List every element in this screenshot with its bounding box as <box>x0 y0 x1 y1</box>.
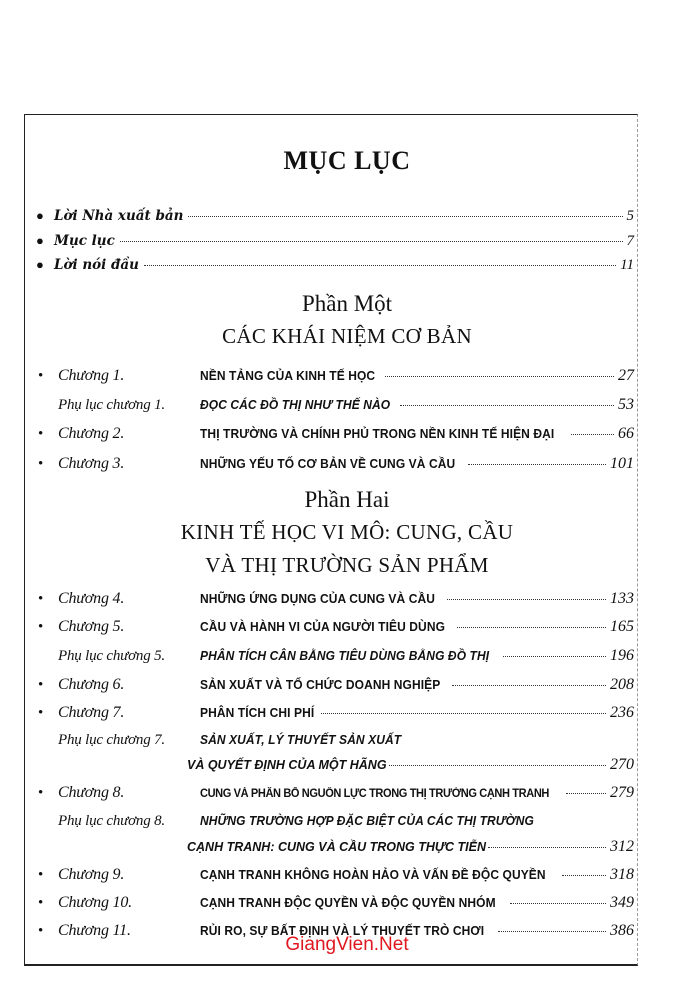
toc-appendix-entry-continued[interactable] <box>187 756 634 774</box>
page-number: 27 <box>618 367 634 384</box>
appendix-title-continued: VÀ QUYẾT ĐỊNH CỦA MỘT HÃNG <box>187 758 387 772</box>
toc-chapter-entry[interactable] <box>38 590 634 608</box>
toc-appendix-entry[interactable] <box>38 647 634 665</box>
page-number: 101 <box>610 455 634 472</box>
part-name-line-1: KINH TẾ HỌC VI MÔ: CUNG, CẦU <box>180 520 514 544</box>
bullet-icon: • <box>38 895 44 911</box>
chapter-title: CẠNH TRANH ĐỘC QUYỀN VÀ ĐỘC QUYỀN NHÓM <box>200 896 496 910</box>
chapter-label: Chương 11. <box>58 922 131 939</box>
chapter-title: CUNG VÀ PHÂN BỔ NGUỒN LỰC TRONG THỊ TRƯỜNG CẠNH TRANH <box>200 788 550 800</box>
toc-appendix-entry[interactable] <box>38 813 634 830</box>
dot-leader <box>385 376 615 377</box>
page-title: MỤC LỤC <box>283 146 411 175</box>
toc-chapter-entry[interactable] <box>38 618 634 636</box>
toc-front-entry[interactable] <box>36 257 634 279</box>
page-number: 5 <box>626 208 634 224</box>
dot-leader <box>457 627 606 628</box>
dot-leader <box>510 903 606 904</box>
chapter-label: Chương 1. <box>58 367 125 384</box>
bullet-icon: ● <box>36 233 44 248</box>
part-number: Phần Hai <box>304 487 390 512</box>
bullet-icon: • <box>38 426 44 442</box>
page-number: 318 <box>610 866 634 883</box>
appendix-title: NHỮNG TRƯỜNG HỢP ĐẶC BIỆT CỦA CÁC THỊ TRƯỜNG <box>200 814 534 828</box>
bullet-icon: • <box>38 867 44 883</box>
toc-appendix-entry-continued[interactable] <box>187 838 634 856</box>
chapter-title: RỦI RO, SỰ BẤT ĐỊNH VÀ LÝ THUYẾT TRÒ CHƠI <box>200 924 485 938</box>
page-number: 349 <box>610 894 634 911</box>
bullet-icon: • <box>38 785 44 801</box>
bullet-icon: • <box>38 456 44 472</box>
bullet-icon: • <box>38 619 44 635</box>
dot-leader <box>452 685 606 686</box>
page-number: 7 <box>626 233 634 249</box>
dot-leader <box>468 464 606 465</box>
bullet-icon: • <box>38 705 44 721</box>
page-number: 196 <box>610 647 634 664</box>
chapter-title: SẢN XUẤT VÀ TỔ CHỨC DOANH NGHIỆP <box>200 678 441 692</box>
chapter-title: CẠNH TRANH KHÔNG HOÀN HẢO VÀ VẤN ĐỀ ĐỘC QUYỀN <box>200 868 546 882</box>
dot-leader <box>571 434 614 435</box>
chapter-label: Chương 5. <box>58 618 125 635</box>
appendix-label: Phụ lục chương 7. <box>58 732 165 748</box>
dot-leader <box>400 405 614 406</box>
dot-leader <box>503 656 606 657</box>
part-name-line-2: VÀ THỊ TRƯỜNG SẢN PHẨM <box>205 553 489 577</box>
dot-leader <box>498 931 606 932</box>
appendix-label: Phụ lục chương 5. <box>58 648 165 664</box>
toc-chapter-entry[interactable] <box>38 784 634 802</box>
part-heading-1 <box>0 287 694 353</box>
appendix-label: Phụ lục chương 1. <box>58 397 165 413</box>
chapter-title: THỊ TRƯỜNG VÀ CHÍNH PHỦ TRONG NỀN KINH TẾ HIỆN ĐẠI <box>200 427 555 441</box>
bullet-icon: • <box>38 591 44 607</box>
toc-chapter-entry[interactable] <box>38 367 634 385</box>
toc-front-entry[interactable] <box>36 233 634 255</box>
appendix-label: Phụ lục chương 8. <box>58 813 165 829</box>
page-number: 11 <box>620 257 634 273</box>
page-number: 165 <box>610 618 634 635</box>
toc-chapter-entry[interactable] <box>38 894 634 912</box>
chapter-label: Chương 8. <box>58 784 125 801</box>
bullet-icon: • <box>38 677 44 693</box>
page-number: 312 <box>610 838 634 855</box>
part-heading-2 <box>0 483 694 582</box>
chapter-title: PHÂN TÍCH CHI PHÍ <box>200 706 315 720</box>
toc-chapter-entry[interactable] <box>38 455 634 473</box>
page-number: 386 <box>610 922 634 939</box>
dot-leader <box>120 241 623 242</box>
toc-appendix-entry[interactable] <box>38 732 634 749</box>
part-number: Phần Một <box>301 291 393 316</box>
bullet-icon: • <box>38 923 44 939</box>
chapter-label: Chương 7. <box>58 704 125 721</box>
dot-leader <box>389 765 606 766</box>
toc-chapter-entry[interactable] <box>38 704 634 722</box>
page-number: 236 <box>610 704 634 721</box>
page-number: 66 <box>618 425 634 442</box>
toc-chapter-entry[interactable] <box>38 425 634 443</box>
chapter-label: Chương 10. <box>58 894 132 911</box>
appendix-title-continued: CẠNH TRANH: CUNG VÀ CẦU TRONG THỰC TIỄN <box>187 840 486 854</box>
chapter-title: NHỮNG YẾU TỐ CƠ BẢN VỀ CUNG VÀ CẦU <box>200 457 456 471</box>
chapter-title: NỀN TẢNG CỦA KINH TẾ HỌC <box>200 369 376 383</box>
chapter-label: Chương 4. <box>58 590 125 607</box>
bullet-icon: ● <box>36 257 44 272</box>
page-number: 270 <box>610 756 634 773</box>
appendix-title: ĐỌC CÁC ĐỒ THỊ NHƯ THẾ NÀO <box>200 398 391 412</box>
dot-leader <box>321 713 606 714</box>
dot-leader <box>566 793 606 794</box>
page-number: 208 <box>610 676 634 693</box>
watermark: GiangVien.Net <box>285 934 409 955</box>
chapter-label: Chương 2. <box>58 425 125 442</box>
dot-leader <box>447 599 606 600</box>
page-number: 133 <box>610 590 634 607</box>
bullet-icon: ● <box>36 208 44 223</box>
appendix-title: PHÂN TÍCH CÂN BẰNG TIÊU DÙNG BẰNG ĐỒ THỊ <box>200 649 490 663</box>
toc-chapter-entry[interactable] <box>38 676 634 694</box>
chapter-label: Chương 6. <box>58 676 125 693</box>
page-number: 53 <box>618 396 634 413</box>
page-number: 279 <box>610 784 634 801</box>
bullet-icon: • <box>38 368 44 384</box>
chapter-title: NHỮNG ỨNG DỤNG CỦA CUNG VÀ CẦU <box>200 592 436 606</box>
chapter-label: Chương 9. <box>58 866 125 883</box>
toc-chapter-entry[interactable] <box>38 866 634 884</box>
dot-leader <box>144 265 616 266</box>
entry-label: Lời Nhà xuất bản <box>54 208 184 224</box>
dot-leader <box>488 847 606 848</box>
dot-leader <box>188 216 622 217</box>
entry-label: Mục lục <box>54 233 115 249</box>
entry-label: Lời nói đầu <box>54 257 139 273</box>
dot-leader <box>562 875 606 876</box>
toc-appendix-entry[interactable] <box>38 396 634 414</box>
toc-front-entry[interactable] <box>36 208 634 230</box>
chapter-title: CẦU VÀ HÀNH VI CỦA NGƯỜI TIÊU DÙNG <box>200 620 446 634</box>
appendix-title: SẢN XUẤT, LÝ THUYẾT SẢN XUẤT <box>200 733 402 747</box>
chapter-label: Chương 3. <box>58 455 125 472</box>
part-name: CÁC KHÁI NIỆM CƠ BẢN <box>222 324 472 348</box>
